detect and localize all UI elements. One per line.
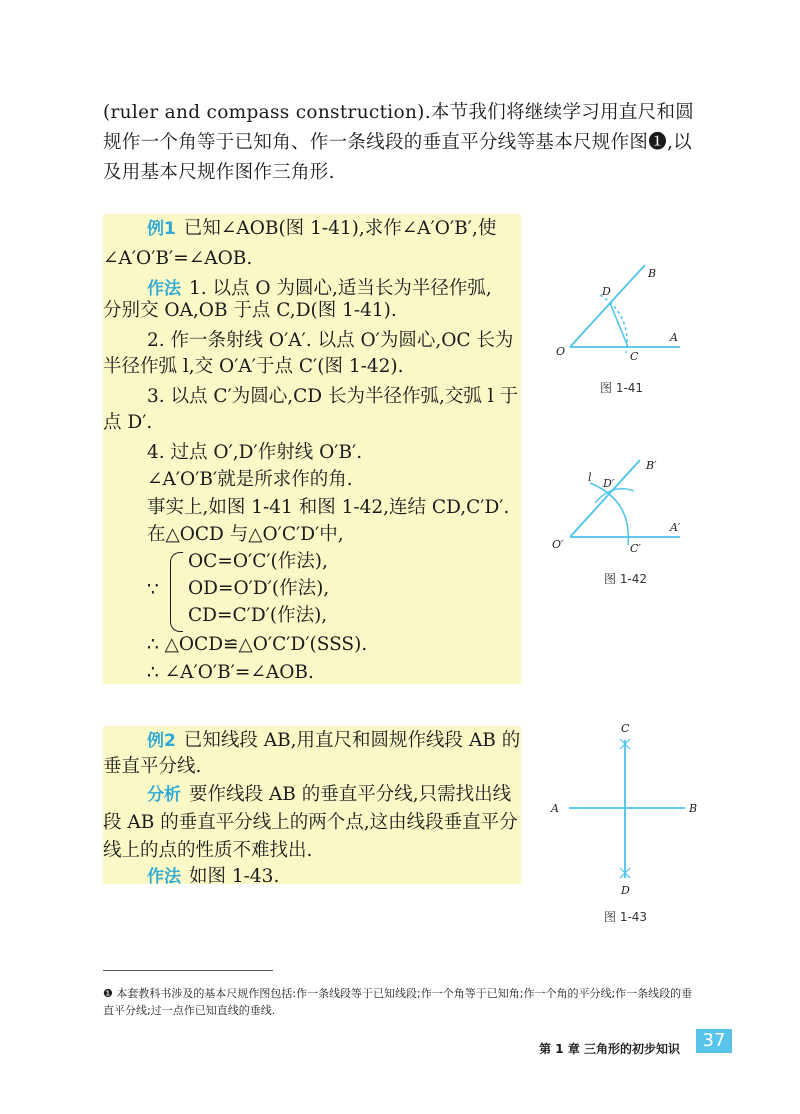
- label-o: O: [556, 345, 566, 358]
- label-d3: D: [621, 884, 630, 897]
- step3a: 3. 以点 C′为圆心,CD 长为半径作弧,交弧 l 于: [147, 386, 519, 407]
- fact1: 事实上,如图 1-41 和图 1-42,连结 CD,C′D′.: [147, 497, 510, 518]
- example2-method: [103, 862, 279, 892]
- example1-line1: 已知∠AOB(图 1-41),求作∠A′O′B′,使: [183, 218, 497, 239]
- condition-3: CD=C′D′(作法),: [188, 605, 328, 626]
- ray-ob: [570, 265, 645, 347]
- example2-line1: 已知线段 AB,用直尺和圆规作线段 AB 的: [183, 730, 521, 751]
- step3b: 点 D′.: [103, 412, 153, 433]
- label-c: C: [630, 350, 639, 363]
- analysis-keyword: 分析: [147, 785, 181, 805]
- step4: 4. 过点 O′,D′作射线 O′B′.: [147, 442, 363, 463]
- footnote-rule: [103, 970, 273, 971]
- ray-o-b-prime: [570, 460, 640, 537]
- step1b: 分别交 OA,OB 于点 C,D(图 1-41).: [103, 300, 397, 321]
- because-symbol: ∵: [147, 579, 159, 600]
- condition-1: OC=O′C′(作法),: [188, 551, 328, 572]
- label-b-prime: B′: [646, 459, 657, 472]
- label-a: A: [670, 331, 678, 344]
- arc-cd: [600, 295, 627, 353]
- analysis-line2: 段 AB 的垂直平分线上的两个点,这由线段垂直平分: [103, 812, 518, 833]
- footnote: ❶ 本套教科书涉及的基本尺规作图包括:作一条线段等于已知线段;作一个角等于已知角;作一个角的平分线;作一条线段的垂直平分线;过一点作已知直线的垂线.: [103, 987, 693, 1017]
- method-keyword: 作法: [147, 279, 181, 299]
- fact2: 在△OCD 与△O′C′D′中,: [147, 524, 344, 545]
- therefore-angle: ∴ ∠A′O′B′=∠AOB.: [147, 662, 314, 683]
- label-l: l: [588, 471, 592, 484]
- caption-1-43: 图 1-43: [604, 910, 648, 924]
- condition-2: OD=O′D′(作法),: [188, 578, 330, 599]
- label-b: B: [648, 267, 657, 280]
- example2-line2: 垂直平分线.: [103, 756, 202, 777]
- segment-cd: [610, 303, 628, 347]
- therefore-congruent: ∴ △OCD≌△O′C′D′(SSS).: [147, 634, 368, 655]
- condition-brace: [170, 552, 183, 632]
- figure-1-43: [545, 718, 705, 898]
- example1-keyword: 例1: [147, 219, 176, 239]
- label-a-prime: A′: [670, 521, 681, 534]
- label-d: D: [602, 285, 611, 298]
- label-a3: A: [551, 802, 559, 815]
- example1-heading: [103, 214, 496, 244]
- label-c3: C: [621, 722, 630, 735]
- figure-1-41: [540, 255, 700, 395]
- caption-1-41: 图 1-41: [600, 381, 644, 395]
- arc-from-c-prime: [595, 489, 634, 503]
- step2a: 2. 作一条射线 O′A′. 以点 O′为圆心,OC 长为: [147, 330, 514, 351]
- chapter-title: 第 1 章 三角形的初步知识: [539, 1042, 680, 1056]
- example2-keyword: 例2: [147, 731, 176, 751]
- analysis-text1: 要作线段 AB 的垂直平分线,只需找出线: [189, 784, 512, 805]
- label-b3: B: [689, 802, 698, 815]
- caption-1-42: 图 1-42: [604, 572, 648, 586]
- analysis-line1: [103, 780, 511, 810]
- analysis-line3: 线上的点的性质不难找出.: [103, 840, 313, 861]
- figure-1-42: [540, 455, 700, 565]
- page-number: 37: [696, 1029, 732, 1053]
- method2-text: 如图 1-43.: [189, 866, 280, 887]
- label-d-prime: D′: [603, 477, 615, 490]
- example1-line2: ∠A′O′B′=∠AOB.: [103, 248, 253, 269]
- step2b: 半径作弧 l,交 O′A′于点 C′(图 1-42).: [103, 356, 404, 377]
- label-c-prime: C′: [630, 542, 641, 555]
- step1a: 1. 以点 O 为圆心,适当长为半径作弧,: [189, 278, 492, 299]
- result-text: ∠A′O′B′就是所求作的角.: [147, 469, 353, 490]
- method2-keyword: 作法: [147, 867, 181, 887]
- label-o-prime: O′: [552, 538, 564, 551]
- intro-paragraph: (ruler and compass construction).本节我们将继续学习用直尺和圆规作一个角等于已知角、作一条线段的垂直平分线等基本尺规作图❶,以及用基本尺规作图作三角形.: [103, 102, 695, 183]
